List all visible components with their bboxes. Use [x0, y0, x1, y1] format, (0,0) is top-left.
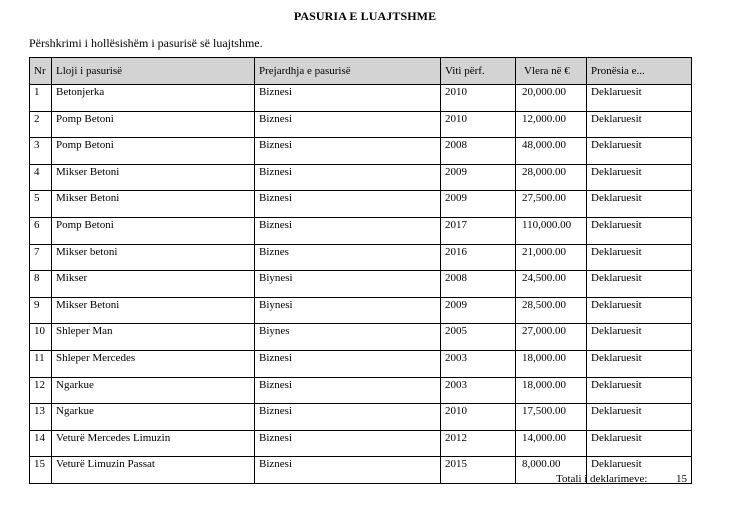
asset-value: 27,500.00 — [516, 191, 587, 218]
asset-value: 21,000.00 — [516, 244, 587, 271]
row-number: 10 — [30, 324, 52, 351]
asset-value: 14,000.00 — [516, 430, 587, 457]
asset-type: Veturë Limuzin Passat — [52, 457, 255, 484]
asset-type: Ngarkue — [52, 404, 255, 431]
row-number: 11 — [30, 350, 52, 377]
column-header-origin: Prejardhja e pasurisë — [255, 58, 441, 85]
asset-ownership: Deklaruesit — [587, 404, 692, 431]
acquisition-year: 2016 — [441, 244, 516, 271]
asset-type: Pomp Betoni — [52, 138, 255, 165]
table-row — [30, 404, 692, 431]
acquisition-year: 2015 — [441, 457, 516, 484]
asset-origin: Biznesi — [255, 404, 441, 431]
row-number: 1 — [30, 85, 52, 112]
asset-origin: Biynesi — [255, 271, 441, 298]
asset-type: Shleper Mercedes — [52, 350, 255, 377]
table-row — [30, 111, 692, 138]
row-number: 8 — [30, 271, 52, 298]
page-title: PASURIA E LUAJTSHME — [293, 9, 437, 23]
asset-value: 18,000.00 — [516, 350, 587, 377]
asset-ownership: Deklaruesit — [587, 350, 692, 377]
asset-origin: Biznesi — [255, 430, 441, 457]
column-header-year: Viti përf. — [441, 58, 516, 85]
row-number: 2 — [30, 111, 52, 138]
column-header-value: Vlera në € — [516, 58, 587, 85]
asset-ownership: Deklaruesit — [587, 271, 692, 298]
asset-ownership: Deklaruesit — [587, 457, 692, 484]
asset-ownership: Deklaruesit — [587, 430, 692, 457]
acquisition-year: 2010 — [441, 111, 516, 138]
table-row — [30, 138, 692, 165]
asset-type: Betonjerka — [52, 85, 255, 112]
asset-origin: Biznes — [255, 244, 441, 271]
asset-ownership: Deklaruesit — [587, 85, 692, 112]
row-number: 13 — [30, 404, 52, 431]
acquisition-year: 2010 — [441, 404, 516, 431]
total-count: 15 — [676, 473, 687, 485]
asset-origin: Biznesi — [255, 138, 441, 165]
asset-value: 20,000.00 — [516, 85, 587, 112]
asset-type: Mikser Betoni — [52, 191, 255, 218]
row-number: 6 — [30, 217, 52, 244]
asset-origin: Biznesi — [255, 217, 441, 244]
asset-origin: Biznesi — [255, 85, 441, 112]
asset-ownership: Deklaruesit — [587, 138, 692, 165]
asset-ownership: Deklaruesit — [587, 324, 692, 351]
asset-value: 28,500.00 — [516, 297, 587, 324]
asset-type: Ngarkue — [52, 377, 255, 404]
row-number: 5 — [30, 191, 52, 218]
table-row — [30, 244, 692, 271]
asset-value: 12,000.00 — [516, 111, 587, 138]
asset-value: 18,000.00 — [516, 377, 587, 404]
table-row — [30, 191, 692, 218]
asset-type: Mikser betoni — [52, 244, 255, 271]
row-number: 7 — [30, 244, 52, 271]
column-header-ownership: Pronësia e... — [587, 58, 692, 85]
asset-ownership: Deklaruesit — [587, 164, 692, 191]
asset-origin: Biznesi — [255, 377, 441, 404]
total-declarations — [556, 473, 687, 485]
column-header-type: Lloji i pasurisë — [52, 58, 255, 85]
asset-origin: Biynesi — [255, 297, 441, 324]
movable-assets-table — [29, 57, 692, 484]
acquisition-year: 2008 — [441, 138, 516, 165]
asset-type: Pomp Betoni — [52, 111, 255, 138]
asset-value: 8,000.00 — [516, 457, 587, 484]
asset-ownership: Deklaruesit — [587, 217, 692, 244]
row-number: 4 — [30, 164, 52, 191]
acquisition-year: 2009 — [441, 164, 516, 191]
table-row — [30, 164, 692, 191]
asset-origin: Biznesi — [255, 111, 441, 138]
acquisition-year: 2003 — [441, 350, 516, 377]
asset-type: Shleper Man — [52, 324, 255, 351]
asset-origin: Biznesi — [255, 164, 441, 191]
asset-type: Pomp Betoni — [52, 217, 255, 244]
asset-type: Mikser Betoni — [52, 164, 255, 191]
acquisition-year: 2010 — [441, 85, 516, 112]
acquisition-year: 2012 — [441, 430, 516, 457]
asset-type: Mikser — [52, 271, 255, 298]
acquisition-year: 2017 — [441, 217, 516, 244]
acquisition-year: 2009 — [441, 191, 516, 218]
asset-value: 27,000.00 — [516, 324, 587, 351]
section-description: Përshkrimi i hollësishëm i pasurisë së luajtshme. — [29, 36, 263, 50]
asset-origin: Biznesi — [255, 191, 441, 218]
asset-origin: Biznesi — [255, 457, 441, 484]
row-number: 14 — [30, 430, 52, 457]
table-row — [30, 297, 692, 324]
asset-ownership: Deklaruesit — [587, 111, 692, 138]
asset-ownership: Deklaruesit — [587, 244, 692, 271]
table-row — [30, 271, 692, 298]
table-row — [30, 217, 692, 244]
table-row — [30, 430, 692, 457]
row-number: 9 — [30, 297, 52, 324]
acquisition-year: 2009 — [441, 297, 516, 324]
acquisition-year: 2008 — [441, 271, 516, 298]
asset-origin: Biynes — [255, 324, 441, 351]
table-row — [30, 350, 692, 377]
table-header-row — [30, 58, 692, 85]
asset-value: 28,000.00 — [516, 164, 587, 191]
acquisition-year: 2005 — [441, 324, 516, 351]
row-number: 12 — [30, 377, 52, 404]
table-row — [30, 324, 692, 351]
asset-value: 17,500.00 — [516, 404, 587, 431]
table-row — [30, 377, 692, 404]
row-number: 3 — [30, 138, 52, 165]
total-label: Totali i deklarimeve: — [556, 473, 648, 485]
asset-ownership: Deklaruesit — [587, 297, 692, 324]
asset-type: Veturë Mercedes Limuzin — [52, 430, 255, 457]
column-header-nr: Nr — [30, 58, 52, 85]
row-number: 15 — [30, 457, 52, 484]
asset-type: Mikser Betoni — [52, 297, 255, 324]
asset-origin: Biznesi — [255, 350, 441, 377]
table-row — [30, 85, 692, 112]
acquisition-year: 2003 — [441, 377, 516, 404]
asset-value: 24,500.00 — [516, 271, 587, 298]
asset-value: 110,000.00 — [516, 217, 587, 244]
asset-ownership: Deklaruesit — [587, 191, 692, 218]
asset-ownership: Deklaruesit — [587, 377, 692, 404]
asset-value: 48,000.00 — [516, 138, 587, 165]
